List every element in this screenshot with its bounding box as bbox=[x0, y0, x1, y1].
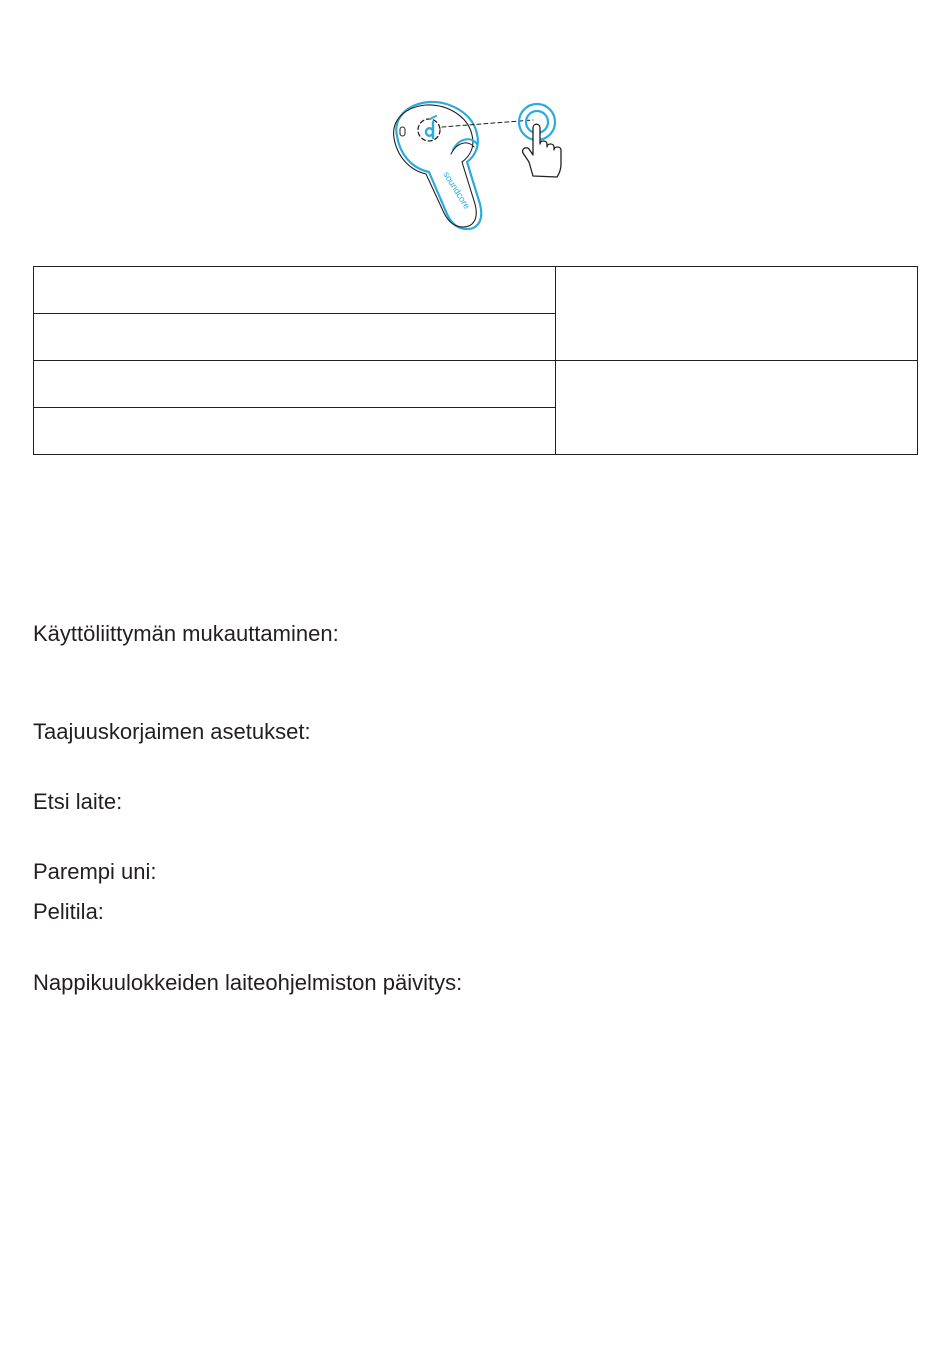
table-cell-action bbox=[34, 408, 556, 455]
earbud-tap-diagram bbox=[385, 96, 575, 236]
feature-find-device: Etsi laite: bbox=[33, 789, 123, 814]
tap-earbud-illustration bbox=[385, 96, 575, 236]
table-cell-function bbox=[556, 361, 918, 455]
table-cell-action bbox=[34, 314, 556, 361]
feature-game-mode: Pelitila: bbox=[33, 899, 104, 924]
feature-better-sleep: Parempi uni: bbox=[33, 859, 157, 884]
table-row bbox=[34, 267, 918, 314]
tap-gesture-icon bbox=[519, 104, 561, 177]
controls-table bbox=[33, 266, 918, 455]
feature-eq-settings: Taajuuskorjaimen asetukset: bbox=[33, 719, 311, 744]
table-cell-action bbox=[34, 267, 556, 314]
table-cell-action bbox=[34, 361, 556, 408]
table-cell-function bbox=[556, 267, 918, 361]
feature-firmware-update: Nappikuulokkeiden laiteohjelmiston päivitys: bbox=[33, 970, 463, 995]
feature-customize-ui: Käyttöliittymän mukauttaminen: bbox=[33, 621, 339, 646]
table-row bbox=[34, 361, 918, 408]
earbud-brand-text: soundcore bbox=[441, 169, 473, 211]
